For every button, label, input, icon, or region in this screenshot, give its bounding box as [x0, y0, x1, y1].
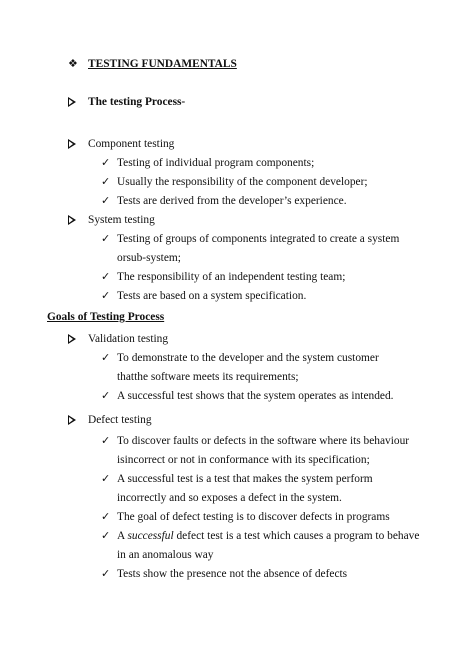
component-item-2: Usually the responsibility of the component developer; — [117, 176, 368, 188]
arrow-bullet-icon — [68, 215, 76, 225]
defect-testing-label: Defect testing — [88, 414, 152, 426]
system-item-2: The responsibility of an independent testing team; — [117, 271, 346, 283]
validation-item-2: A successful test shows that the system operates as intended. — [117, 390, 394, 402]
arrow-bullet-icon — [68, 334, 76, 344]
diamond-bullet-icon: ❖ — [68, 57, 78, 70]
check-icon: ✓ — [101, 194, 111, 207]
page-title: TESTING FUNDAMENTALS — [88, 58, 237, 70]
defect-item-1-line-1: To discover faults or defects in the software where its behaviour — [117, 435, 410, 447]
check-icon: ✓ — [101, 156, 111, 169]
component-testing-label: Component testing — [88, 138, 175, 150]
defect-item-2-line-2: incorrectly and so exposes a defect in the system. — [117, 492, 342, 504]
defect-item-3: The goal of defect testing is to discover defects in programs — [117, 511, 390, 523]
check-icon: ✓ — [101, 434, 111, 447]
check-icon: ✓ — [101, 289, 111, 302]
component-item-1: Testing of individual program components; — [117, 157, 315, 169]
process-heading: The testing Process- — [88, 96, 186, 108]
defect-item-4-line-1 — [117, 529, 419, 543]
check-icon: ✓ — [101, 270, 111, 283]
defect-item-4-prefix: A — [117, 530, 128, 542]
defect-item-4-line-2: in an anomalous way — [117, 549, 214, 561]
validation-item-1-line-1: To demonstrate to the developer and the system customer — [117, 352, 379, 364]
check-icon: ✓ — [101, 472, 111, 485]
defect-item-4-italic: successful — [127, 530, 174, 542]
check-icon: ✓ — [101, 351, 111, 364]
defect-item-5: Tests show the presence not the absence of defects — [117, 568, 348, 580]
arrow-bullet-icon — [68, 139, 76, 149]
goals-heading: Goals of Testing Process — [47, 311, 165, 323]
system-testing-label: System testing — [88, 214, 155, 226]
component-item-3: Tests are derived from the developer’s experience. — [117, 195, 347, 207]
check-icon: ✓ — [101, 567, 111, 580]
check-icon: ✓ — [101, 175, 111, 188]
check-icon: ✓ — [101, 232, 111, 245]
check-icon: ✓ — [101, 529, 111, 542]
arrow-bullet-icon — [68, 97, 76, 107]
defect-item-1-line-2: isincorrect or not in conformance with its specification; — [117, 454, 370, 466]
defect-item-2-line-1: A successful test is a test that makes the system perform — [117, 473, 373, 485]
arrow-bullet-icon — [68, 415, 76, 425]
system-item-1-line-2: orsub-system; — [117, 252, 181, 264]
validation-testing-label: Validation testing — [88, 333, 169, 345]
validation-item-1-line-2: thatthe software meets its requirements; — [117, 371, 299, 383]
check-icon: ✓ — [101, 389, 111, 402]
check-icon: ✓ — [101, 510, 111, 523]
system-item-1-line-1: Testing of groups of components integrated to create a system — [117, 233, 400, 245]
defect-item-4-rest: defect test is a test which causes a program to behave — [173, 530, 420, 542]
system-item-3: Tests are based on a system specification. — [117, 290, 307, 302]
